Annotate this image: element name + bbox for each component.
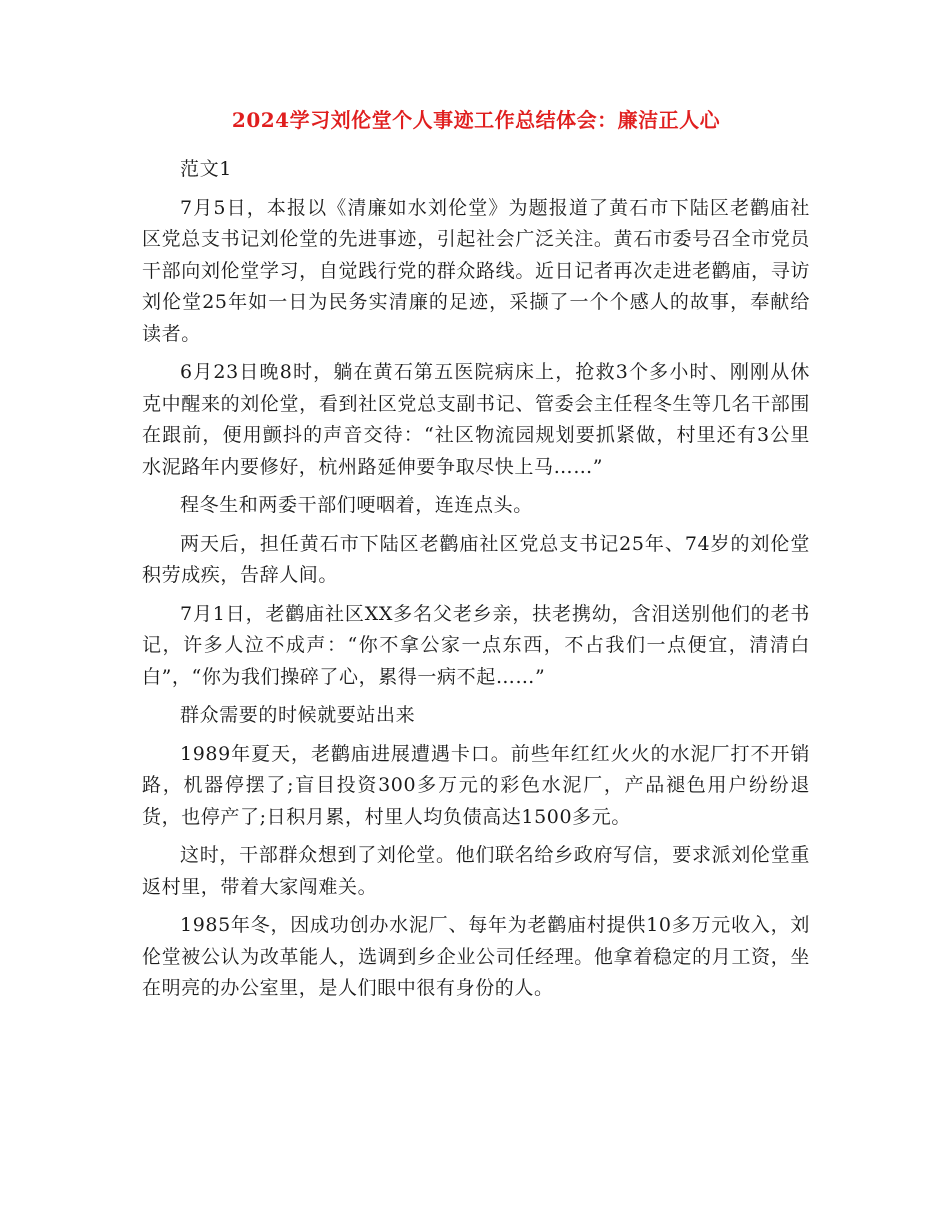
paragraph-passing: 两天后，担任黄石市下陆区老鹳庙社区党总支书记25年、74岁的刘伦堂积劳成疾，告辞人间。 bbox=[142, 532, 810, 586]
document-title: 2024学习刘伦堂个人事迹工作总结体会：廉洁正人心 bbox=[231, 108, 721, 132]
paragraph-sample-label: 范文1 bbox=[180, 158, 232, 180]
paragraph-petition: 这时，干部群众想到了刘伦堂。他们联名给乡政府写信，要求派刘伦堂重返村里，带着大家闯难关。 bbox=[142, 844, 810, 898]
paragraph-farewell: 7月1日，老鹳庙社区XX多名父老乡亲，扶老携幼，含泪送别他们的老书记，许多人泣不成声：“你不拿公家一点东西，不占我们一点便宜，清清白白”，“你为我们操碎了心，累得一病不起……” bbox=[142, 602, 810, 688]
paragraph-subheading: 群众需要的时候就要站出来 bbox=[180, 704, 416, 726]
paragraph-hospital: 6月23日晚8时，躺在黄石第五医院病床上，抢救3个多小时、刚刚从休克中醒来的刘伦堂，看到社区党总支副书记、管委会主任程冬生等几名干部围在跟前，便用颤抖的声音交待：“社区物流园规划要抓紧做，村里还有3公里水泥路年内要修好，杭州路延伸要争取尽快上马……” bbox=[142, 361, 810, 478]
paragraph-1985: 1985年冬，因成功创办水泥厂、每年为老鹳庙村提供10多万元收入，刘伦堂被公认为改革能人，选调到乡企业公司任经理。他拿着稳定的月工资，坐在明亮的办公室里，是人们眼中很有身份的人。 bbox=[142, 914, 810, 999]
paragraph-1989: 1989年夏天，老鹳庙进展遭遇卡口。前些年红红火火的水泥厂打不开销路，机器停摆了;盲目投资300多万元的彩色水泥厂，产品褪色用户纷纷退货，也停产了;日积月累，村里人均负债高达1500多元。 bbox=[142, 742, 810, 828]
document-page bbox=[142, 100, 810, 1005]
paragraph-intro: 7月5日，本报以《清廉如水刘伦堂》为题报道了黄石市下陆区老鹳庙社区党总支书记刘伦堂的先进事迹，引起社会广泛关注。黄石市委号召全市党员干部向刘伦堂学习，自觉践行党的群众路线。近日记者再次走进老鹳庙，寻访刘伦堂25年如一日为民务实清廉的足迹，采撷了一个个感人的故事，奉献给读者。 bbox=[142, 196, 810, 345]
paragraph-nodding: 程冬生和两委干部们哽咽着，连连点头。 bbox=[180, 494, 533, 516]
